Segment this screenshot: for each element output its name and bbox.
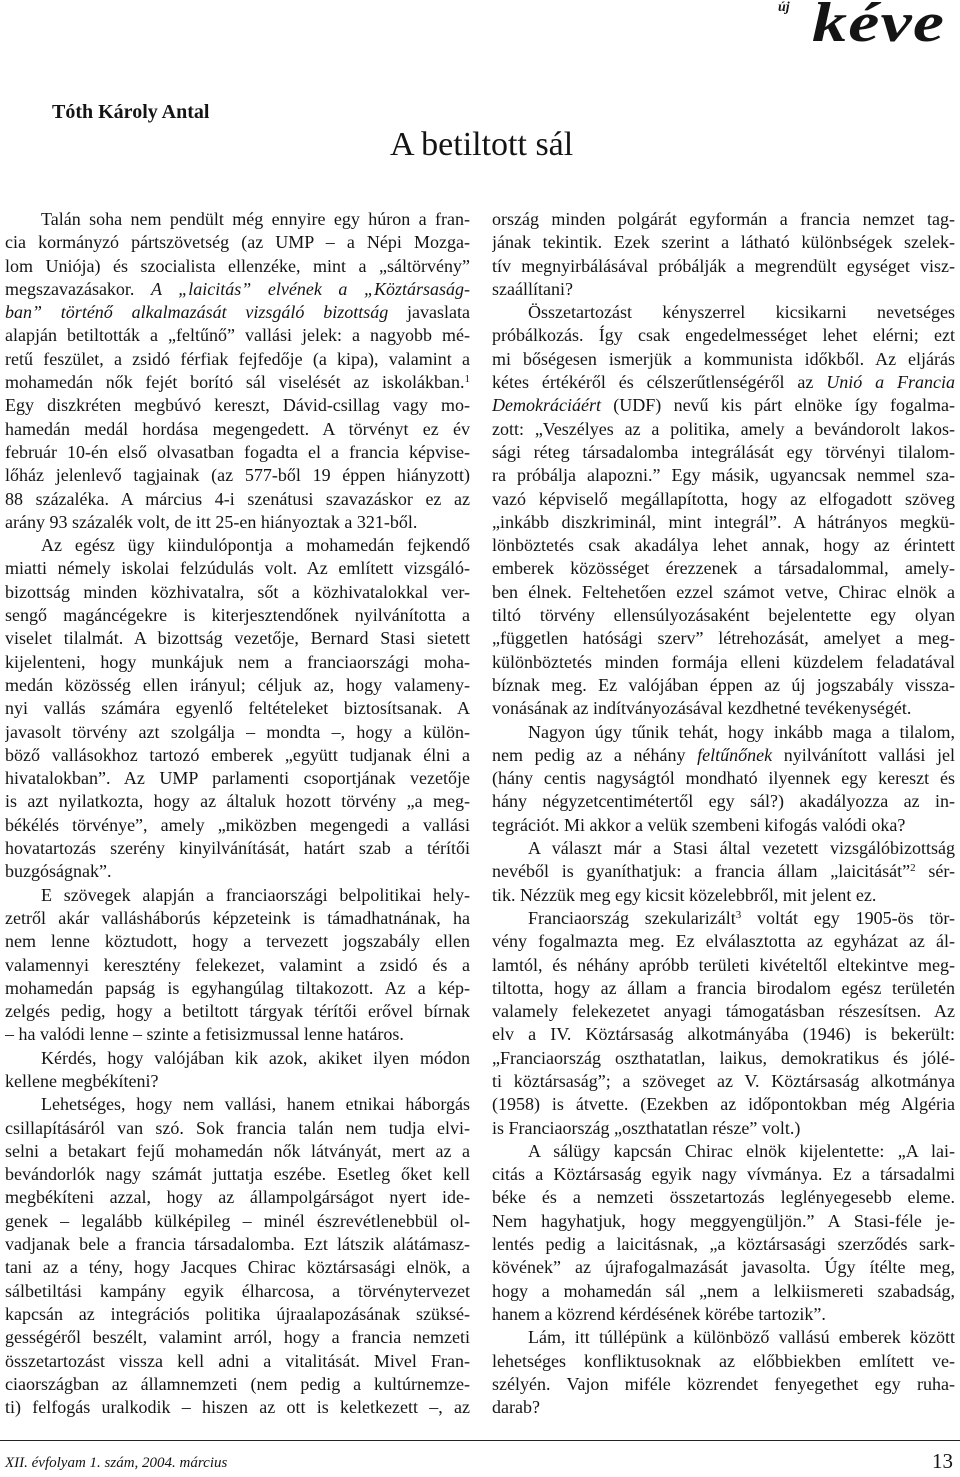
text-line: buzgóságnak”.: [5, 861, 112, 882]
footer-divider: [0, 1440, 960, 1441]
text-line: Lehetséges, hogy nem vallási, hanem etnikai háborgás: [41, 1094, 470, 1115]
text-line: jának tekintik. Ezek szerint a látható különbségek szelek-: [492, 232, 955, 253]
text-line: mohamedán nők fejét borító sál viselését az iskolákban.$^1$: [5, 372, 470, 393]
text-line: megbékíteni azzal, hogy az állampolgárságot nyert ide-: [5, 1187, 470, 1208]
text-line: miatti némely iskolai felzúdulás volt. Az említett vizsgáló-: [5, 558, 470, 579]
text-line: kijelenteni, hogy munkájuk nem a franciaországi moha-: [5, 651, 470, 672]
paragraph: [492, 1140, 955, 1326]
text-line: mohamedán papság is egyhangúlag tiltakozott. Az a kép-: [5, 977, 470, 998]
paragraph: [492, 837, 955, 907]
text-line: hamedán medál hordása megengedett. A törvényt ez év: [5, 418, 470, 439]
paragraph: [492, 721, 955, 837]
text-line: 88 százaléka. A március 4-i szenátusi szavazáskor ez az: [5, 488, 470, 509]
text-line: lom Uniója) és szocialista ellenzéke, mint a „sáltörvény”: [5, 255, 470, 276]
text-line: A sálügy kapcsán Chirac elnök kijelentette: „A lai-: [528, 1140, 955, 1161]
author-name: Tóth Károly Antal: [52, 101, 210, 123]
text-line: tik. Nézzük meg egy kicsit közelebbről, mit jelent ez.: [492, 884, 877, 905]
text-line: tiltó törvény ellensúlyozásaként bejelentette egy olyan: [492, 605, 955, 626]
text-line: kapcsán az integrációs politika újraalapozásának szüksé-: [5, 1303, 470, 1324]
text-line: sengő magáncégekre is kiterjesztendőnek nyilvánította a: [5, 605, 470, 626]
text-line: elv a IV. Köztársaság alkotmányába (1946) is bekerült:: [492, 1024, 955, 1045]
text-line: (hány centis nagyságtól mondható ilyennek egy kereszt és: [492, 768, 955, 789]
text-line: hány négyzetcentimétertől egy sál?) akadályozza az in-: [492, 791, 955, 812]
text-line: próbálkozás. Így csak engedelmességet lehet elérni; ezt: [492, 325, 955, 346]
text-line: retű feszület, a zsidó férfiak fejfedője (a kipa), valamint a: [5, 348, 470, 369]
text-line: genek – legalább külképileg – minél észrevétlenebbül ol-: [5, 1210, 470, 1231]
text-line: zetről akár vallásháborús képzeteink is támadhatnának, ha: [5, 907, 470, 928]
paragraph: [492, 1326, 955, 1419]
text-line: nyi vallás számára egyenlő feltételeket biztosítsanak. A: [5, 698, 470, 719]
text-line: Talán soha nem pendült még ennyire egy húron a fran-: [41, 209, 470, 229]
text-line: február 10-én első olvasatban fogadta el a francia képvise-: [5, 441, 470, 462]
text-line: vény fogalmazta meg. Ez elválasztotta az egyházat az ál-: [492, 931, 955, 952]
paragraph: [492, 208, 955, 301]
text-line: Az egész ügy kiindulópontja a mohamedán fejkendő: [41, 535, 470, 556]
text-line: szélyén. Vajon miféle közrendet fenyegethet egy ruha-: [492, 1373, 955, 1394]
text-line: Egy diszkréten megbúvó kereszt, Dávid-csillag vagy mo-: [5, 395, 470, 416]
logo-keve-text: kéve: [812, 0, 946, 54]
paragraph: [492, 301, 955, 720]
text-line: nem pedig az a néhány feltűnőnek nyilvánított vallási jel: [492, 744, 955, 765]
text-line: arány 93 százalék volt, de itt 25-en hiányoztak a 321-ből.: [5, 511, 418, 532]
text-line: valamennyi keresztény felekezet, valamint a zsidó és a: [5, 954, 470, 975]
text-line: tiltotta, hogy az állam a francia birodalom egész területén: [492, 977, 955, 998]
text-line: lőház jelenlevő tagjainak (az 577-ből 19 éppen hiányzott): [5, 465, 470, 486]
text-line: (1958) is átvette. (Ezekben az időpontokban még Algéria: [492, 1094, 955, 1115]
paragraph: [5, 1047, 470, 1094]
text-line: békélés törvénye”, amely „miközben megengedi a vallási: [5, 814, 470, 835]
text-line: vonásának az indítványozásával kezdhetné tevékenységét.: [492, 698, 912, 719]
text-line: lönböztetés csak akadálya lehet annak, hogy az érintett: [492, 535, 955, 556]
text-line: zott: „Veszélyes az a politika, amely a bevándorolt lakos-: [492, 418, 955, 439]
footnote-marker: 1: [464, 373, 470, 386]
text-line: hovatartozás szerény kinyilvánítását, határt szab a térítői: [5, 838, 470, 859]
text-line: Összetartozást kényszerrel kicsikarni nevetséges: [528, 302, 955, 323]
text-line: lentés pedig a laicitásnak, „a köztársasági szerződés sark-: [492, 1234, 955, 1255]
text-line: kövének” az újrafogalmazását javasolta. Úgy ítélte meg,: [492, 1257, 955, 1278]
text-line: zelgés pedig, hogy a betiltott tárgyak térítői erővel bírnak: [5, 1001, 470, 1022]
page-number: 13: [932, 1449, 953, 1473]
italic-text: A „laicitás” elvének a „Köztársaság-: [151, 278, 470, 299]
text-line: Franciaország szekularizált$^3$ voltát egy 1905-ös tör-: [528, 907, 955, 928]
text-line: lamtól, és néhány apróbb területi kivételtől eltekintve meg-: [492, 954, 955, 975]
text-line: sági réteg társadalomba integrálását egy törvényi tilalom-: [492, 441, 955, 462]
text-line: javasolt törvény azt szolgálja – mondta –, hogy a külön-: [5, 721, 470, 742]
text-line: hogy a mohamedán sál „nem a lelkiismereti szabadság,: [492, 1280, 955, 1301]
text-line: összetartozást vissza kell adni a vitalitását. Mivel Fran-: [5, 1350, 470, 1371]
italic-text: ban” történő alkalmazását vizsgáló bizottság: [5, 302, 389, 323]
text-line: ban” történő alkalmazását vizsgáló bizottság javaslata: [5, 302, 470, 323]
issue-info: XII. évfolyam 1. szám, 2004. március: [5, 1455, 228, 1471]
text-line: ben élnek. Feltehetően ezzel számot vetve, Chirac elnök a: [492, 581, 955, 602]
text-line: is azt nyilatkozta, hogy az általuk hozott törvény „a meg-: [5, 791, 470, 812]
italic-text: Demokráciáért: [492, 395, 601, 416]
text-line: lehetséges konfliktusoknak az előbbiekben említett ve-: [492, 1350, 955, 1371]
text-line: ti köztársaság”; a szöveget az V. Köztársaság alkotmánya: [492, 1070, 955, 1091]
text-line: ra próbálja alapozni.” Egy másik, ugyancsak nemmel sza-: [492, 465, 955, 486]
text-line: szaállítani?: [492, 278, 573, 299]
text-line: bevándorlók nagy számát juttatja eszébe. Esetleg őket kell: [5, 1164, 470, 1185]
text-line: vazó képviselő megállapította, hogy az elfogadott szöveg: [492, 488, 955, 509]
text-line: ciaországban az államnemzeti (nem pedig a kultúrnemze-: [5, 1373, 470, 1394]
text-line: „Franciaország oszthatatlan, laikus, demokratikus és jólé-: [492, 1047, 955, 1068]
text-line: bizottság minden közhivatalra, sőt a közhivatalokkal ver-: [5, 581, 470, 602]
italic-text: feltűnőnek: [697, 744, 773, 765]
text-line: mi bőségesen ismerjük a kommunista időkből. Az eljárás: [492, 348, 955, 369]
text-line: „inkább diszkriminál, mint integrál”. A hátrányos megkü-: [492, 511, 955, 532]
paragraph: [5, 534, 470, 883]
article-title: A betiltott sál: [390, 126, 574, 163]
italic-text: Unió a Francia: [826, 372, 955, 393]
text-line: tív megnyirbálásával próbálják a megrendült egységet visz-: [492, 255, 955, 276]
text-line: Lám, itt túllépünk a különböző vallású emberek között: [528, 1327, 955, 1348]
text-column-right: [492, 208, 955, 1419]
magazine-logo: [0, 0, 960, 60]
text-line: tegrációt. Mi akkor a velük szembeni kifogás valódi oka?: [492, 814, 906, 835]
text-line: alapján betiltották a „feltűnő” vallási jelek: a nagyobb mé-: [5, 325, 470, 346]
footnote-marker: 3: [735, 908, 742, 921]
text-line: emberek közösséget érezzenek a társadalommal, amely-: [492, 558, 955, 579]
text-line: E szövegek alapján a franciaországi belpolitikai hely-: [41, 884, 470, 905]
text-line: hivatalokban”. Az UMP parlamenti csoportjának vezetője: [5, 768, 470, 789]
text-line: cia kormányzó pártszövetség (az UMP – a Népi Mozga-: [5, 232, 470, 253]
text-line: ország minden polgárát egyformán a francia nemzet tag-: [492, 209, 955, 229]
logo-uj-text: új: [778, 0, 790, 15]
paragraph: [492, 907, 955, 1140]
text-line: sálbetiltási kampány egyik élharcosa, a törvénytervezet: [5, 1280, 470, 1301]
text-line: hanem a közrend kérdésének körébe tartozik”.: [492, 1303, 826, 1324]
text-line: Kérdés, hogy valójában kik azok, akiket ilyen módon: [41, 1047, 470, 1068]
text-line: ti) felfogás uralkodik – hiszen az ott is keletkezett –, az: [5, 1397, 470, 1418]
text-line: tani az a tény, hogy Jacques Chirac köztársasági elnök, a: [5, 1257, 470, 1278]
text-line: nem lenne köztudott, hogy a tervezett jogszabály ellen: [5, 931, 470, 952]
text-line: kétes értékéről és célszerűtlenségéről az Unió a Francia: [492, 372, 955, 393]
text-line: gességéről beszélt, valamint arról, hogy a francia nemzeti: [5, 1327, 470, 1348]
text-column-left: [5, 208, 470, 1419]
paragraph: [5, 208, 470, 534]
text-line: megszavazásakor. A „laicitás” elvének a „Köztársaság-: [5, 278, 470, 299]
paragraph: [5, 884, 470, 1047]
text-line: medán közösség ellen irányul; céljuk az, hogy valameny-: [5, 674, 470, 695]
text-line: nevéből is gyaníthatjuk: a francia állam „laicitását”$^2$ sér-: [492, 861, 955, 882]
text-line: csillapításáról van szó. Sok francia talán nem tudja elvi-: [5, 1117, 470, 1138]
text-line: kellene megbékíteni?: [5, 1070, 159, 1091]
text-line: – ha valódi lenne – szinte a fetisizmussal lenne határos.: [5, 1024, 404, 1045]
text-line: vadjanak bele a francia társadalomba. Ezt látszik alátámasz-: [5, 1234, 470, 1255]
text-line: darab?: [492, 1397, 540, 1418]
text-line: böző vallásokhoz tartozó emberek „együtt tudjanak élni a: [5, 744, 470, 765]
text-line: viselet tilalmát. A bizottság vezetője, Bernard Stasi sietett: [5, 628, 470, 649]
text-line: bíznak meg. Ez valójában éppen az új jogszabály vissza-: [492, 674, 955, 695]
text-line: is Franciaország „oszthatatlan része” volt.): [492, 1117, 801, 1138]
text-line: Nem hagyhatjuk, hogy meggyengüljön.” A Stasi-féle je-: [492, 1210, 955, 1231]
text-line: valamely felekezetet anyagi támogatásban részesítsen. Az: [492, 1001, 955, 1022]
text-line: Demokráciáért (UDF) nevű kis párt elnöke így fogalma-: [492, 395, 955, 416]
text-line: különböztetés minden formája elleni küzdelem feladatával: [492, 651, 955, 672]
footnote-marker: 2: [910, 862, 916, 875]
text-line: „független hatósági szerv” létrehozását, amelyet a meg-: [492, 628, 955, 649]
text-line: selni a betakart fejű mohamedán nők látványát, mert az a: [5, 1140, 470, 1161]
text-line: béke és a nemzeti összetartozás leglényegesebb eleme.: [492, 1187, 955, 1208]
text-line: Nagyon úgy tűnik tehát, hogy inkább maga a tilalom,: [528, 721, 955, 742]
paragraph: [5, 1093, 470, 1419]
text-line: A választ már a Stasi által vezetett vizsgálóbizottság: [528, 838, 955, 859]
text-line: citás a Köztársaság egyik nagy vívmánya. Ez a társadalmi: [492, 1164, 955, 1185]
